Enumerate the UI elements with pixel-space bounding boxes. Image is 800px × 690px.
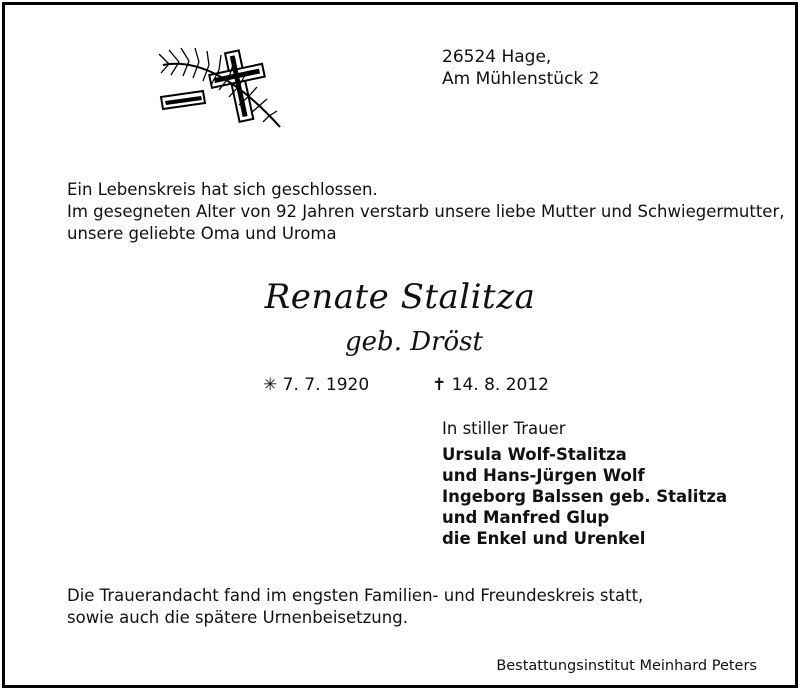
mourner-name: Ingeborg Balssen geb. Stalitza [442, 487, 728, 506]
mourner-name: Ursula Wolf-Stalitza [442, 445, 627, 464]
address-block [442, 46, 599, 90]
closing-line: Die Trauerandacht fand im engsten Familien- und Freundeskreis statt, [67, 586, 644, 605]
address-city: 26524 Hage, [442, 47, 552, 67]
mourners-list [442, 444, 727, 549]
deceased-name: Renate Stalitza [264, 277, 536, 317]
closing-text [67, 585, 643, 629]
mourner-name: die Enkel und Urenkel [442, 529, 646, 548]
mourner-name: und Hans-Jürgen Wolf [442, 466, 645, 485]
mourning-label: In stiller Trauer [442, 419, 566, 438]
obituary-notice [2, 2, 798, 688]
intro-line: unsere geliebte Oma und Uroma [67, 224, 337, 243]
birth-date: ✳ 7. 7. 1920 [263, 375, 370, 395]
intro-line: Im gesegneten Alter von 92 Jahren verstarb unsere liebe Mutter und Schwiegermutter, [67, 202, 785, 221]
mourner-name: und Manfred Glup [442, 508, 610, 527]
intro-line: Ein Lebenskreis hat sich geschlossen. [67, 180, 378, 199]
intro-text [67, 179, 785, 245]
closing-line: sowie auch die spätere Urnenbeisetzung. [67, 608, 408, 627]
cross-with-palm-frond-icon [155, 45, 290, 135]
death-date: ✝ 14. 8. 2012 [432, 375, 549, 395]
undertaker-credit: Bestattungsinstitut Meinhard Peters [496, 658, 757, 674]
address-street: Am Mühlenstück 2 [442, 69, 600, 89]
deceased-maiden-name: geb. Dröst [345, 327, 483, 357]
